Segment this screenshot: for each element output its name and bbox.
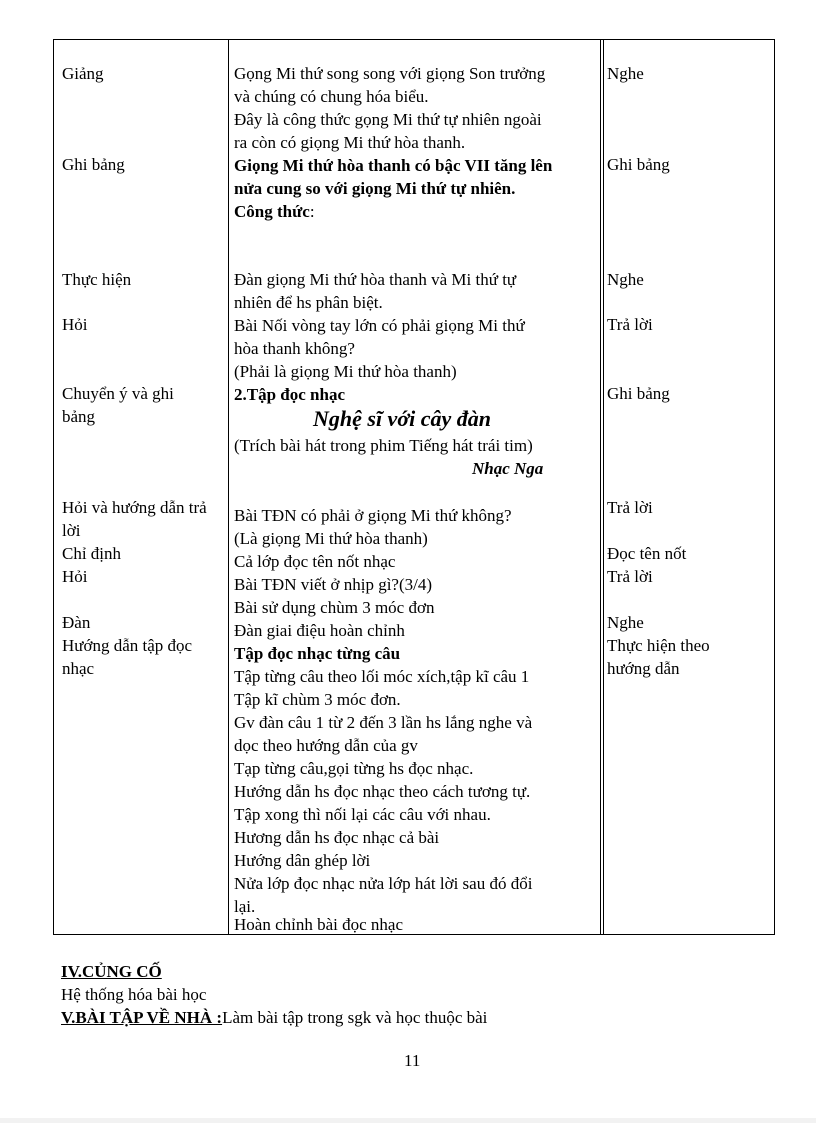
- content-line-bold: Tập đọc nhạc từng câu: [234, 644, 401, 663]
- col1-hoi: Hỏi: [62, 315, 88, 334]
- col3-thuc-hien-theo: Thực hiện theo: [607, 636, 710, 655]
- col3-doc-ten-not: Đọc tên nốt: [607, 544, 687, 563]
- col3-tra-loi: Trả lời: [607, 567, 653, 586]
- content-line: hòa thanh không?: [234, 339, 355, 358]
- col1-dan: Đàn: [62, 613, 91, 632]
- content-line: Tập kĩ chùm 3 móc đơn.: [234, 690, 401, 709]
- content-line: Tập từng câu theo lối móc xích,tập kĩ câu 1: [234, 667, 530, 686]
- content-line: Bài Nối vòng tay lớn có phải giọng Mi thứ: [234, 316, 525, 335]
- content-line: lại.: [234, 897, 256, 916]
- content-line: Hương dẫn hs đọc nhạc cả bài: [234, 828, 440, 847]
- content-line: Đây là công thức gọng Mi thứ tự nhiên ngoài: [234, 110, 542, 129]
- col1-chuyen-y: bảng: [62, 407, 96, 426]
- col1-hoi-huong-dan: Hỏi và hướng dẫn trả: [62, 498, 207, 517]
- content-line-bold: Giọng Mi thứ hòa thanh có bậc VII tăng lên: [234, 156, 553, 175]
- col3-nghe: Nghe: [607, 64, 644, 83]
- col1-huong-dan-tap: Hướng dẫn tập đọc: [62, 636, 193, 655]
- content-line: Bài TĐN viết ở nhịp gì?(3/4): [234, 575, 433, 594]
- col1-chuyen-y: Chuyển ý và ghi: [62, 384, 174, 403]
- col1-giang: Giảng: [62, 64, 104, 83]
- content-line: (Trích bài hát trong phim Tiếng hát trái tim): [234, 436, 533, 455]
- content-line: ra còn có giọng Mi thứ hòa thanh.: [234, 133, 466, 152]
- col1-thuc-hien: Thực hiện: [62, 270, 132, 289]
- content-line: Bài TĐN có phải ở giọng Mi thứ không?: [234, 506, 512, 525]
- lesson-table: [53, 39, 775, 935]
- content-line: Tập xong thì nối lại các câu với nhau.: [234, 805, 491, 824]
- page-number: 11: [404, 1051, 421, 1070]
- content-line: Đàn giai điệu hoàn chỉnh: [234, 621, 405, 640]
- column-divider: [600, 40, 601, 934]
- content-line: (Phải là giọng Mi thứ hòa thanh): [234, 362, 457, 381]
- col3-nghe: Nghe: [607, 613, 644, 632]
- content-line: Hướng dân ghép lời: [234, 851, 371, 870]
- content-line: Đàn giọng Mi thứ hòa thanh và Mi thứ tự: [234, 270, 517, 289]
- song-author: Nhạc Nga: [472, 459, 544, 478]
- col1-hoi: Hỏi: [62, 567, 88, 586]
- column-divider: [603, 40, 604, 934]
- col3-ghi-bang: Ghi bảng: [607, 384, 670, 403]
- formula-colon: :: [309, 202, 315, 221]
- song-title: Nghệ sĩ với cây đàn: [313, 406, 492, 431]
- section-v: [61, 1007, 487, 1030]
- formula-label-text: Công thức: [234, 202, 310, 221]
- col3-tra-loi: Trả lời: [607, 315, 653, 334]
- col3-nghe: Nghe: [607, 270, 644, 289]
- content-line-bold: nửa cung so với giọng Mi thứ tự nhiên.: [234, 179, 516, 198]
- content-line: (Là giọng Mi thứ hòa thanh): [234, 529, 428, 548]
- formula-label: [234, 201, 315, 224]
- section-iv-heading: IV.CỦNG CỐ: [61, 962, 162, 981]
- col3-tra-loi: Trả lời: [607, 498, 653, 517]
- content-line: Hướng dẫn hs đọc nhạc theo cách tương tự.: [234, 782, 531, 801]
- page-bottom-edge: [0, 1118, 816, 1123]
- column-divider: [228, 40, 229, 934]
- content-line: Gọng Mi thứ song song với giọng Son trưởng: [234, 64, 546, 83]
- content-line: Tạp từng câu,gọi từng hs đọc nhạc.: [234, 759, 474, 778]
- content-line: và chúng có chung hóa biểu.: [234, 87, 429, 106]
- col1-chi-dinh: Chỉ định: [62, 544, 122, 563]
- col3-ghi-bang: Ghi bảng: [607, 155, 670, 174]
- col3-thuc-hien-theo: hướng dẫn: [607, 659, 680, 678]
- content-line: Cả lớp đọc tên nốt nhạc: [234, 552, 396, 571]
- section-iv-text: Hệ thống hóa bài học: [61, 985, 207, 1004]
- col1-ghi-bang: Ghi bảng: [62, 155, 125, 174]
- content-line: Hoàn chỉnh bài đọc nhạc: [234, 915, 403, 934]
- section-heading: 2.Tập đọc nhạc: [234, 385, 345, 404]
- content-line: nhiên để hs phân biệt.: [234, 293, 383, 312]
- section-v-heading: V.BÀI TẬP VỀ NHÀ :: [61, 1008, 223, 1027]
- col1-huong-dan-tap: nhạc: [62, 659, 95, 678]
- col1-hoi-huong-dan: lời: [62, 521, 81, 540]
- content-line: Bài sử dụng chùm 3 móc đơn: [234, 598, 435, 617]
- content-line: Nửa lớp đọc nhạc nửa lớp hát lời sau đó đổi: [234, 874, 533, 893]
- section-v-text: Làm bài tập trong sgk và học thuộc bài: [222, 1008, 488, 1027]
- content-line: Gv đàn câu 1 từ 2 đến 3 lần hs lắng nghe và: [234, 713, 533, 732]
- content-line: dọc theo hướng dẫn của gv: [234, 736, 418, 755]
